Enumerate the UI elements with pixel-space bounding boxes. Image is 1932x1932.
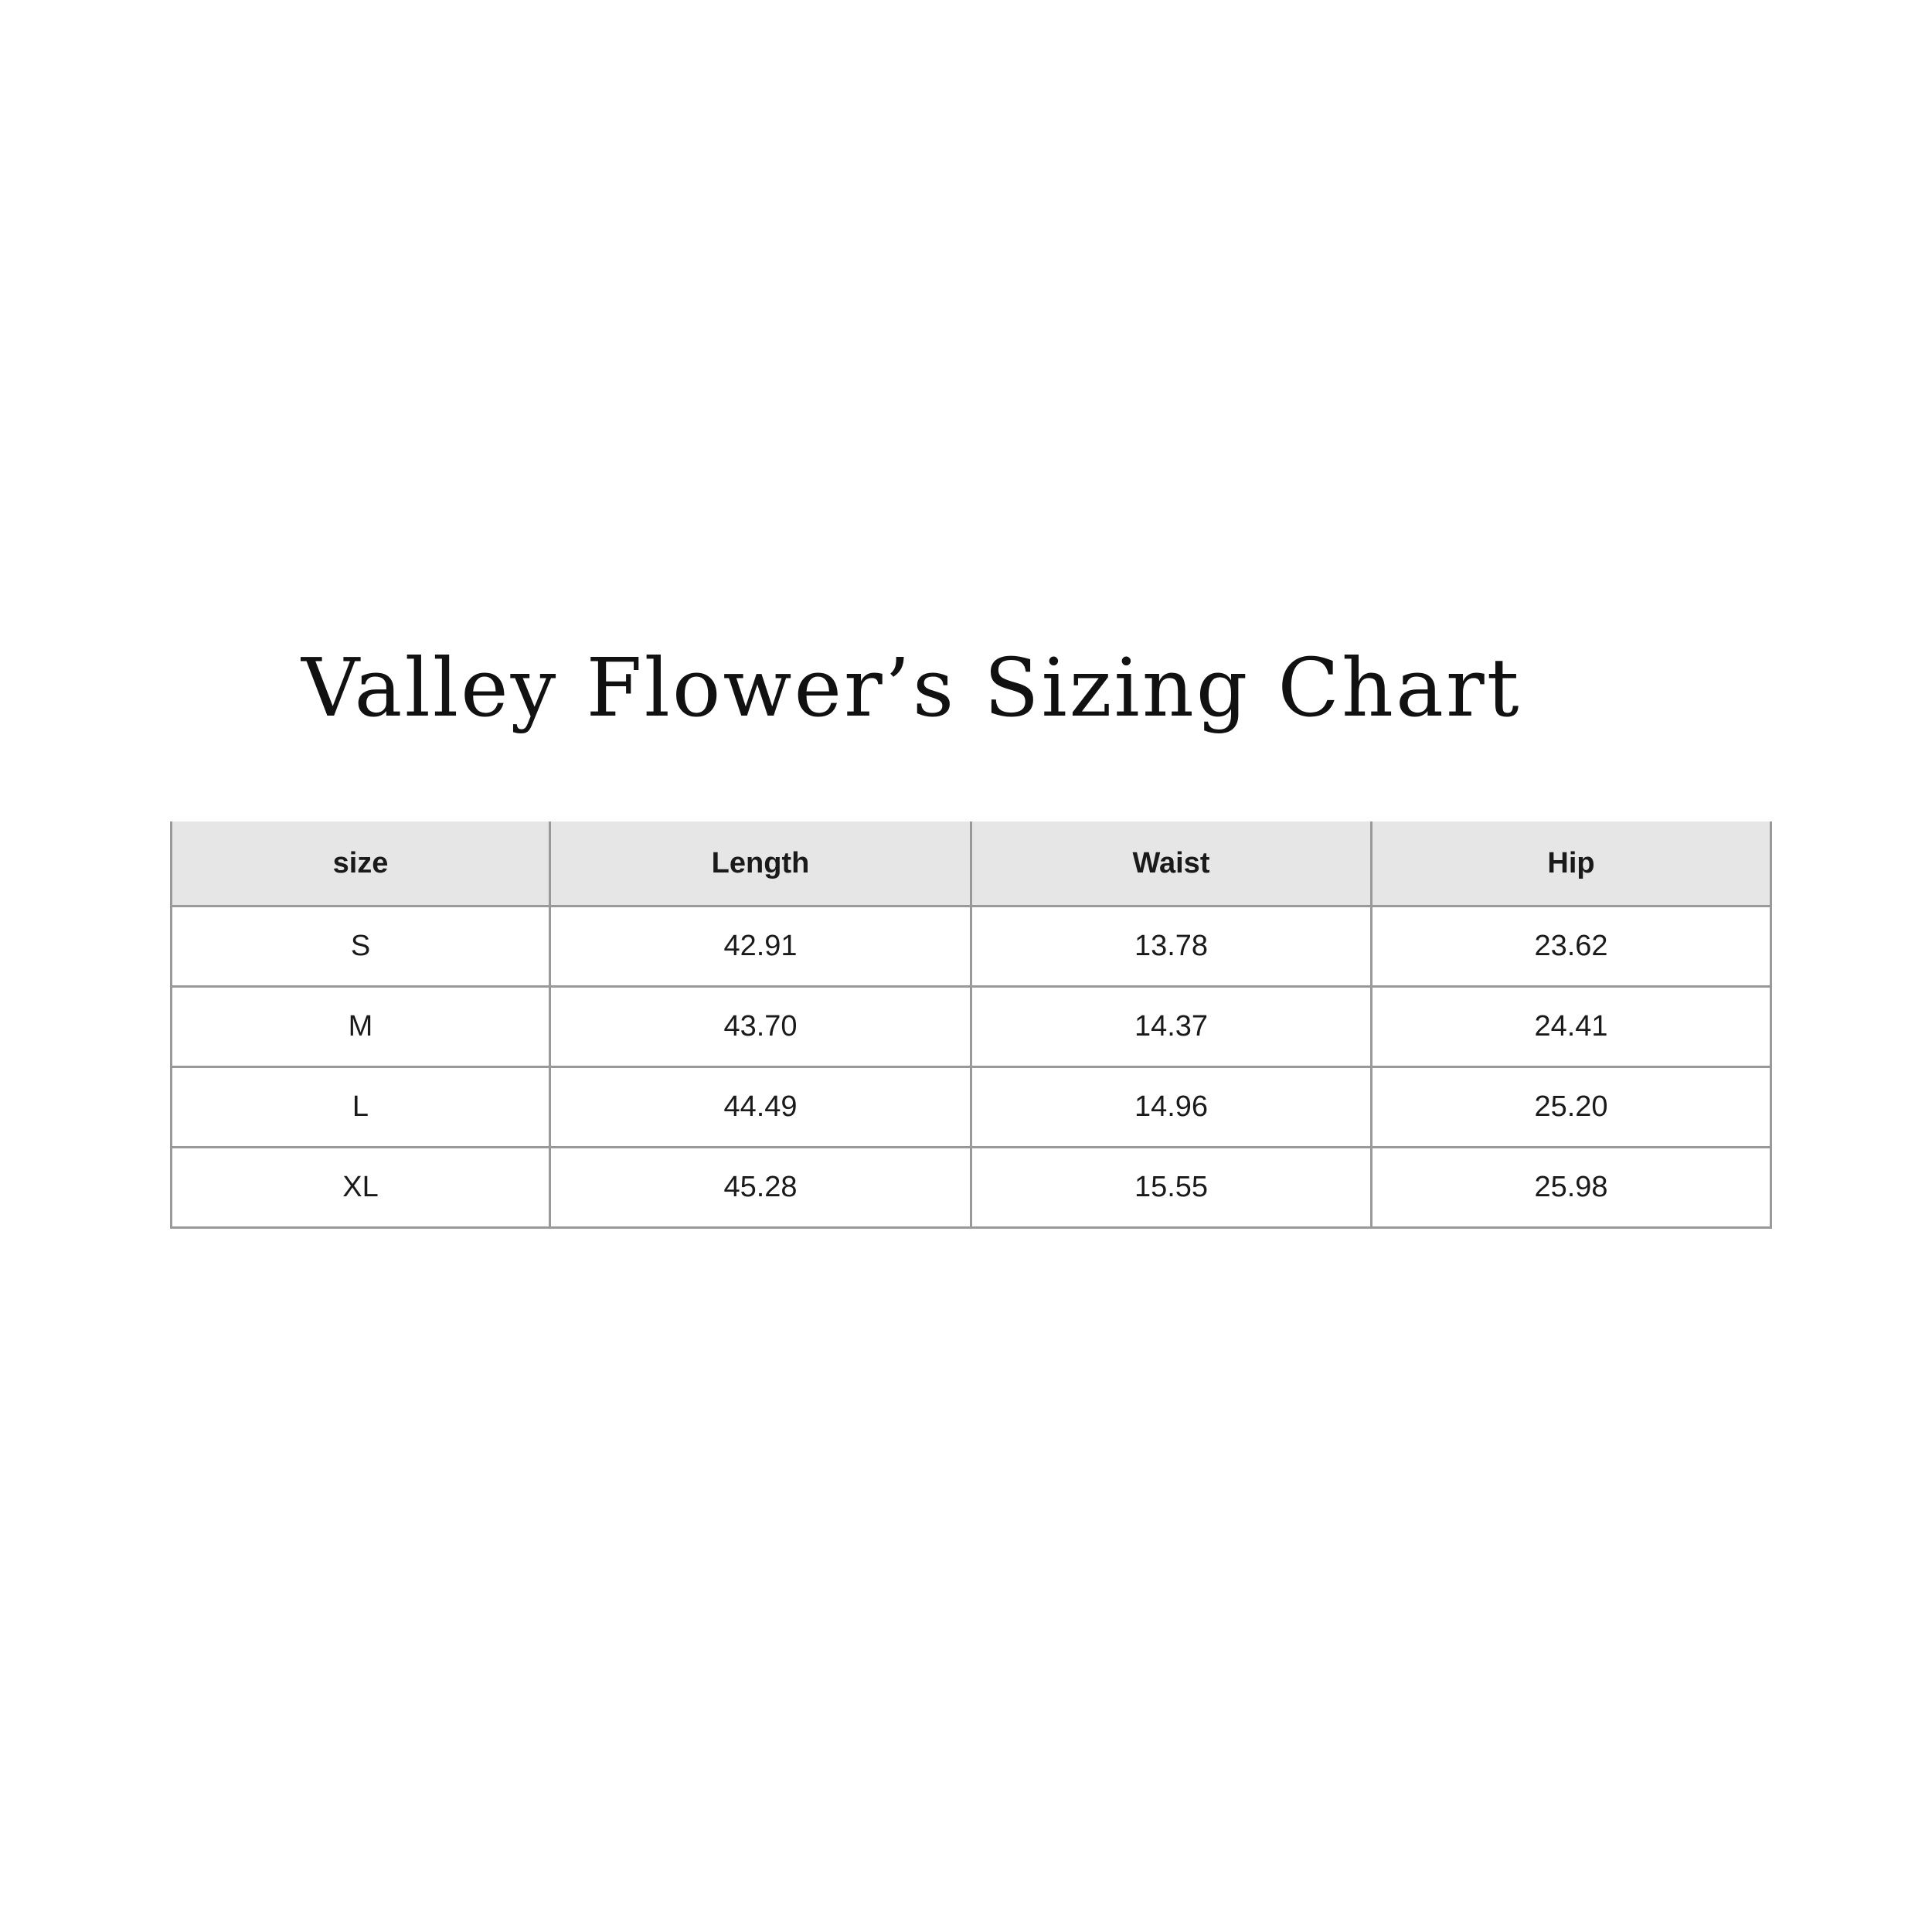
cell-waist: 15.55 [971,1148,1372,1228]
cell-waist: 14.96 [971,1067,1372,1148]
header-length: Length [550,821,971,906]
cell-hip: 23.62 [1372,906,1771,987]
cell-length: 44.49 [550,1067,971,1148]
table-row [172,1148,1771,1228]
header-row [172,821,1771,906]
cell-hip: 25.20 [1372,1067,1771,1148]
cell-size: S [172,906,550,987]
page-title: Valley Flower’s Sizing Chart [301,641,1522,735]
header-waist: Waist [971,821,1372,906]
cell-length: 45.28 [550,1148,971,1228]
cell-hip: 24.41 [1372,987,1771,1067]
cell-size: L [172,1067,550,1148]
cell-size: M [172,987,550,1067]
cell-waist: 14.37 [971,987,1372,1067]
header-hip: Hip [1372,821,1771,906]
table-header [172,821,1771,906]
cell-length: 42.91 [550,906,971,987]
table-row [172,987,1771,1067]
table-row [172,1067,1771,1148]
table-body [172,906,1771,1228]
cell-length: 43.70 [550,987,971,1067]
cell-size: XL [172,1148,550,1228]
header-size: size [172,821,550,906]
cell-waist: 13.78 [971,906,1372,987]
sizing-table [170,821,1772,1229]
table-row [172,906,1771,987]
cell-hip: 25.98 [1372,1148,1771,1228]
